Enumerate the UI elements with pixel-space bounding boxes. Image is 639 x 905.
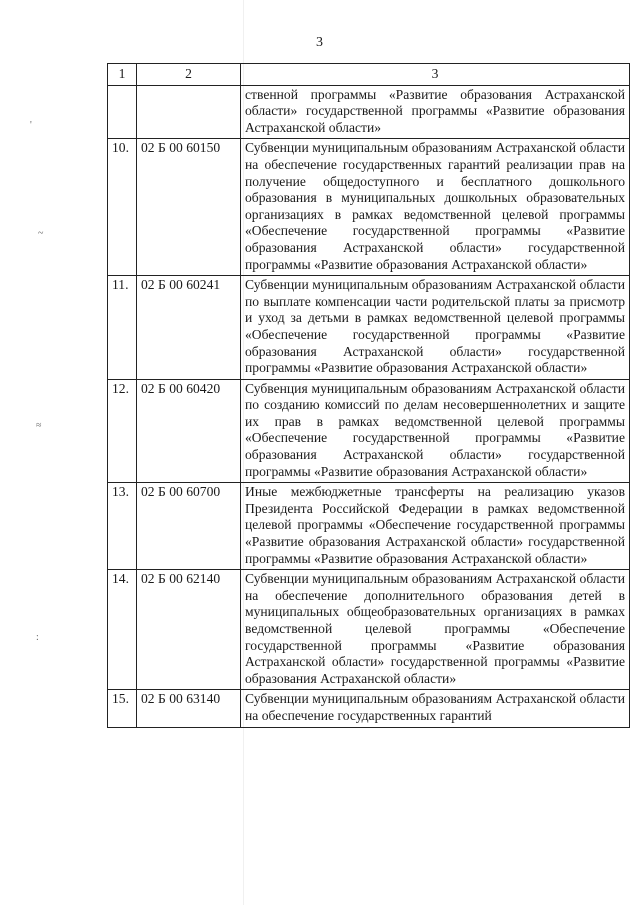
row-description: Субвенции муниципальным образованиям Астраханской области по выплате компенсации части родительской платы за присмотр и уход за детьми в рамках ведомственной целевой программы «Обеспечение государственной программы «Развитие образования Астраханской области» государственной программы «Развитие образования Астраханской области»: [241, 276, 630, 380]
row-number: 13.: [108, 483, 137, 570]
scan-speck: ≈: [36, 420, 42, 431]
table-row: [108, 139, 630, 276]
row-code: 02 Б 00 62140: [137, 570, 241, 690]
row-code: 02 Б 00 60700: [137, 483, 241, 570]
table-row: [108, 690, 630, 727]
row-code: 02 Б 00 63140: [137, 690, 241, 727]
column-header-code: 2: [137, 64, 241, 86]
page-number: 3: [316, 35, 323, 50]
table-row: [108, 85, 630, 139]
row-number: 14.: [108, 570, 137, 690]
row-description: Субвенция муниципальным образованиям Астраханской области по созданию комиссий по делам несовершеннолетних и защите их прав в рамках ведомственной целевой программы «Обеспечение государственной программы «Развитие образования Астраханской области» государственной программы «Развитие образования Астраханской области»: [241, 379, 630, 483]
row-description: Иные межбюджетные трансферты на реализацию указов Президента Российской Федерации в рамках ведомственной целевой программы «Обеспечение государственной программы «Развитие образования Астраханской области» государственной программы «Развитие образования Астраханской области»: [241, 483, 630, 570]
row-number: 11.: [108, 276, 137, 380]
row-code: 02 Б 00 60150: [137, 139, 241, 276]
scan-speck: :: [36, 632, 39, 643]
table-row: [108, 276, 630, 380]
row-number: 10.: [108, 139, 137, 276]
row-code: 02 Б 00 60420: [137, 379, 241, 483]
row-description: Субвенции муниципальным образованиям Астраханской области на обеспечение дополнительного образования детей в муниципальных общеобразовательных организациях в рамках ведомственной целевой программы «Обеспечение государственной программы «Развитие образования Астраханской области» государственной программы «Развитие образования Астраханской области»: [241, 570, 630, 690]
scan-speck: ': [30, 120, 32, 131]
row-description: Субвенции муниципальным образованиям Астраханской области на обеспечение государственных гарантий: [241, 690, 630, 727]
row-number: [108, 85, 137, 139]
table-header-row: [108, 64, 630, 86]
row-code: 02 Б 00 60241: [137, 276, 241, 380]
row-number: 12.: [108, 379, 137, 483]
column-header-description: 3: [241, 64, 630, 86]
table-row: [108, 379, 630, 483]
row-description: Субвенции муниципальным образованиям Астраханской области на обеспечение государственных гарантий реализации прав на получение общедоступного и бесплатного дошкольного образования в муниципальных дошкольных образовательных организациях в рамках ведомственной целевой программы «Обеспечение государственной программы «Развитие образования Астраханской области» государственной программы «Развитие образования Астраханской области»: [241, 139, 630, 276]
row-description: ственной программы «Развитие образования Астраханской области» государственной программы «Развитие образования Астраханской области»: [241, 85, 630, 139]
table-row: [108, 483, 630, 570]
row-code: [137, 85, 241, 139]
scan-speck: ~: [38, 228, 44, 239]
row-number: 15.: [108, 690, 137, 727]
column-header-number: 1: [108, 64, 137, 86]
document-table: [107, 63, 630, 728]
table-row: [108, 570, 630, 690]
